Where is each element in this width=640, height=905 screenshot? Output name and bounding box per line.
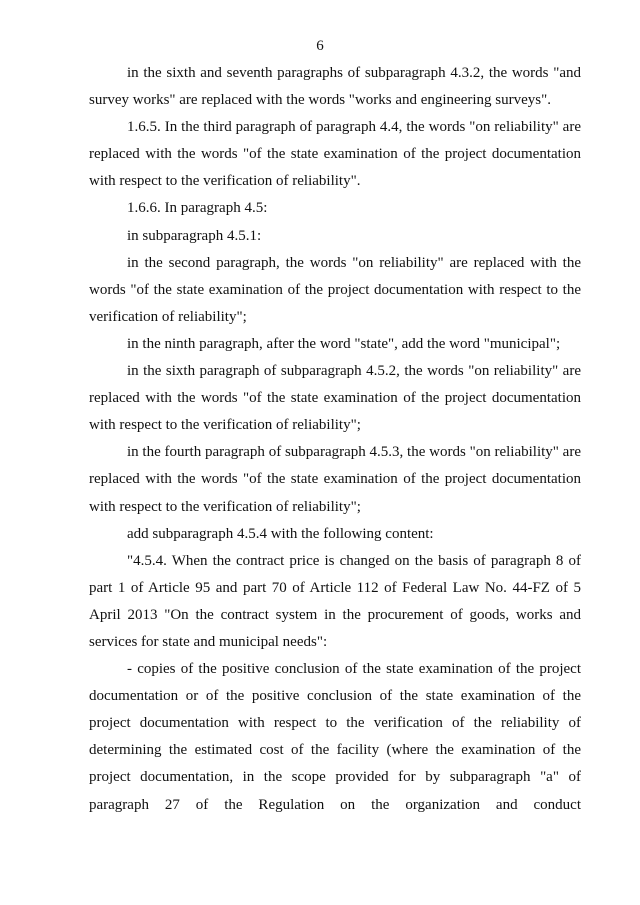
document-body	[89, 60, 581, 819]
paragraph-subparagraph-4-5-1: in subparagraph 4.5.1:	[127, 227, 262, 244]
paragraph-second-abzac: in the second paragraph, the words "on reliability" are replaced with the words "of the state examination of the project documentation with respect to the verification of reliability";	[89, 254, 581, 325]
paragraph-add-4-5-4: add subparagraph 4.5.4 with the following content:	[127, 525, 434, 542]
page-number: 6	[316, 38, 324, 54]
paragraph-1-6-5: 1.6.5. In the third paragraph of paragraph 4.4, the words "on reliability" are replaced with the words "of the state examination of the project documentation with respect to the verification of reliability".	[89, 119, 581, 190]
paragraph-4-5-4-text: "4.5.4. When the contract price is changed on the basis of paragraph 8 of part 1 of Article 95 and part 70 of Article 112 of Federal Law No. 44-FZ of 5 April 2013 "On the contract system in the procurement of goods, works and services for state and municipal needs":	[89, 552, 581, 650]
paragraph-subparagraph-4-5-2: in the sixth paragraph of subparagraph 4.5.2, the words "on reliability" are replaced with the words "of the state examination of the project documentation with respect to the verification of reliability";	[89, 363, 581, 434]
paragraph-subparagraph-4-5-3: in the fourth paragraph of subparagraph 4.5.3, the words "on reliability" are replaced with the words "of the state examination of the project documentation with respect to the verification of reliability";	[89, 444, 581, 515]
paragraph-1-6-6: 1.6.6. In paragraph 4.5:	[127, 200, 268, 217]
paragraph-subparagraph-4-3-2: in the sixth and seventh paragraphs of subparagraph 4.3.2, the words "and survey works" are replaced with the words "works and engineering surveys".	[89, 65, 581, 109]
paragraph-copies-list-item: - copies of the positive conclusion of the state examination of the project documentation or of the positive conclusion of the state examination of the project documentation with respect to the verification of the reliability of determining the estimated cost of the facility (where the examination of the project documentation, in the scope provided for by subparagraph "a" of paragraph 27 of the Regulation on the organization and conduct	[89, 661, 581, 813]
paragraph-ninth-abzac: in the ninth paragraph, after the word "state", add the word "municipal";	[127, 335, 561, 352]
